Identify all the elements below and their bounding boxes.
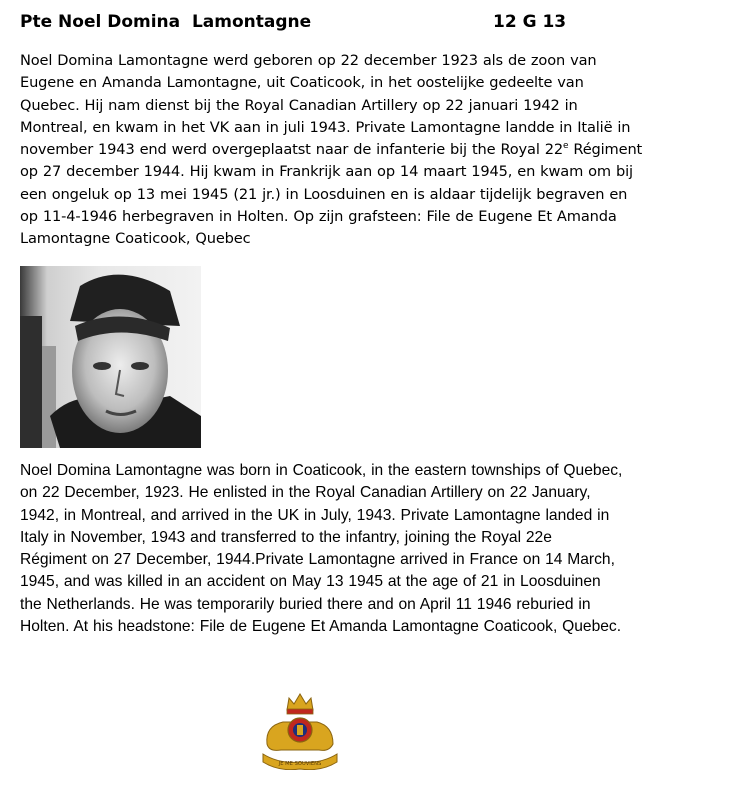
- text-line: [20, 139, 725, 161]
- text-line: Quebec. Hij nam dienst bij the Royal Canadian Artillery op 22 januari 1942 in: [20, 96, 578, 114]
- text-line: Italy in November, 1943 and transferred to the infantry, joining the Royal 22e: [20, 528, 552, 546]
- superscript: e: [563, 141, 569, 152]
- badge-motto: JE ME SOUVIENS: [278, 761, 322, 767]
- dutch-biography: [20, 50, 725, 251]
- text-line: 1942, in Montreal, and arrived in the UK in July, 1943. Private Lamontagne landed in: [20, 506, 610, 524]
- text-line: op 27 december 1944. Hij kwam in Frankrijk aan op 14 maart 1945, en kwam om bij: [20, 163, 633, 181]
- text-line: Noel Domina Lamontagne werd geboren op 22 december 1923 als de zoon van: [20, 52, 597, 69]
- text-segment: Régiment: [568, 141, 643, 159]
- english-biography: [20, 460, 725, 638]
- text-segment: november 1943 end werd overgeplaatst naar de infanterie bij the Royal 22: [20, 141, 563, 159]
- text-line: op 11-4-1946 herbegraven in Holten. Op zijn grafsteen: File de Eugene Et Amanda: [20, 208, 617, 226]
- soldier-portrait-photo: [20, 266, 201, 448]
- soldier-name: Pte Noel Domina Lamontagne: [20, 12, 312, 32]
- text-line: Régiment on 27 December, 1944.Private Lamontagne arrived in France on 14 March,: [20, 551, 615, 569]
- text-line: Eugene en Amanda Lamontagne, uit Coaticook, in het oostelijke gedeelte van: [20, 74, 584, 92]
- text-line: Noel Domina Lamontagne was born in Coaticook, in the eastern townships of Quebec,: [20, 462, 623, 479]
- text-line: een ongeluk op 13 mei 1945 (21 jr.) in Loosduinen en is aldaar tijdelijk begraven en: [20, 185, 628, 203]
- text-line: 1945, and was killed in an accident on May 13 1945 at the age of 21 in Loosduinen: [20, 573, 601, 591]
- text-line: Montreal, en kwam in het VK aan in juli 1943. Private Lamontagne landde in Italië in: [20, 118, 631, 136]
- text-line: the Netherlands. He was temporarily buried there and on April 11 1946 reburied in: [20, 595, 591, 613]
- text-line: Holten. At his headstone: File de Eugene Et Amanda Lamontagne Coaticook, Quebec.: [20, 618, 622, 636]
- crown-icon: [287, 694, 313, 710]
- grave-location: 12 G 13: [493, 12, 567, 32]
- text-line: Lamontagne Coaticook, Quebec: [20, 230, 251, 248]
- title-row: [20, 12, 720, 36]
- text-line: on 22 December, 1923. He enlisted in the Royal Canadian Artillery on 22 January,: [20, 484, 591, 502]
- regiment-badge: [259, 692, 341, 770]
